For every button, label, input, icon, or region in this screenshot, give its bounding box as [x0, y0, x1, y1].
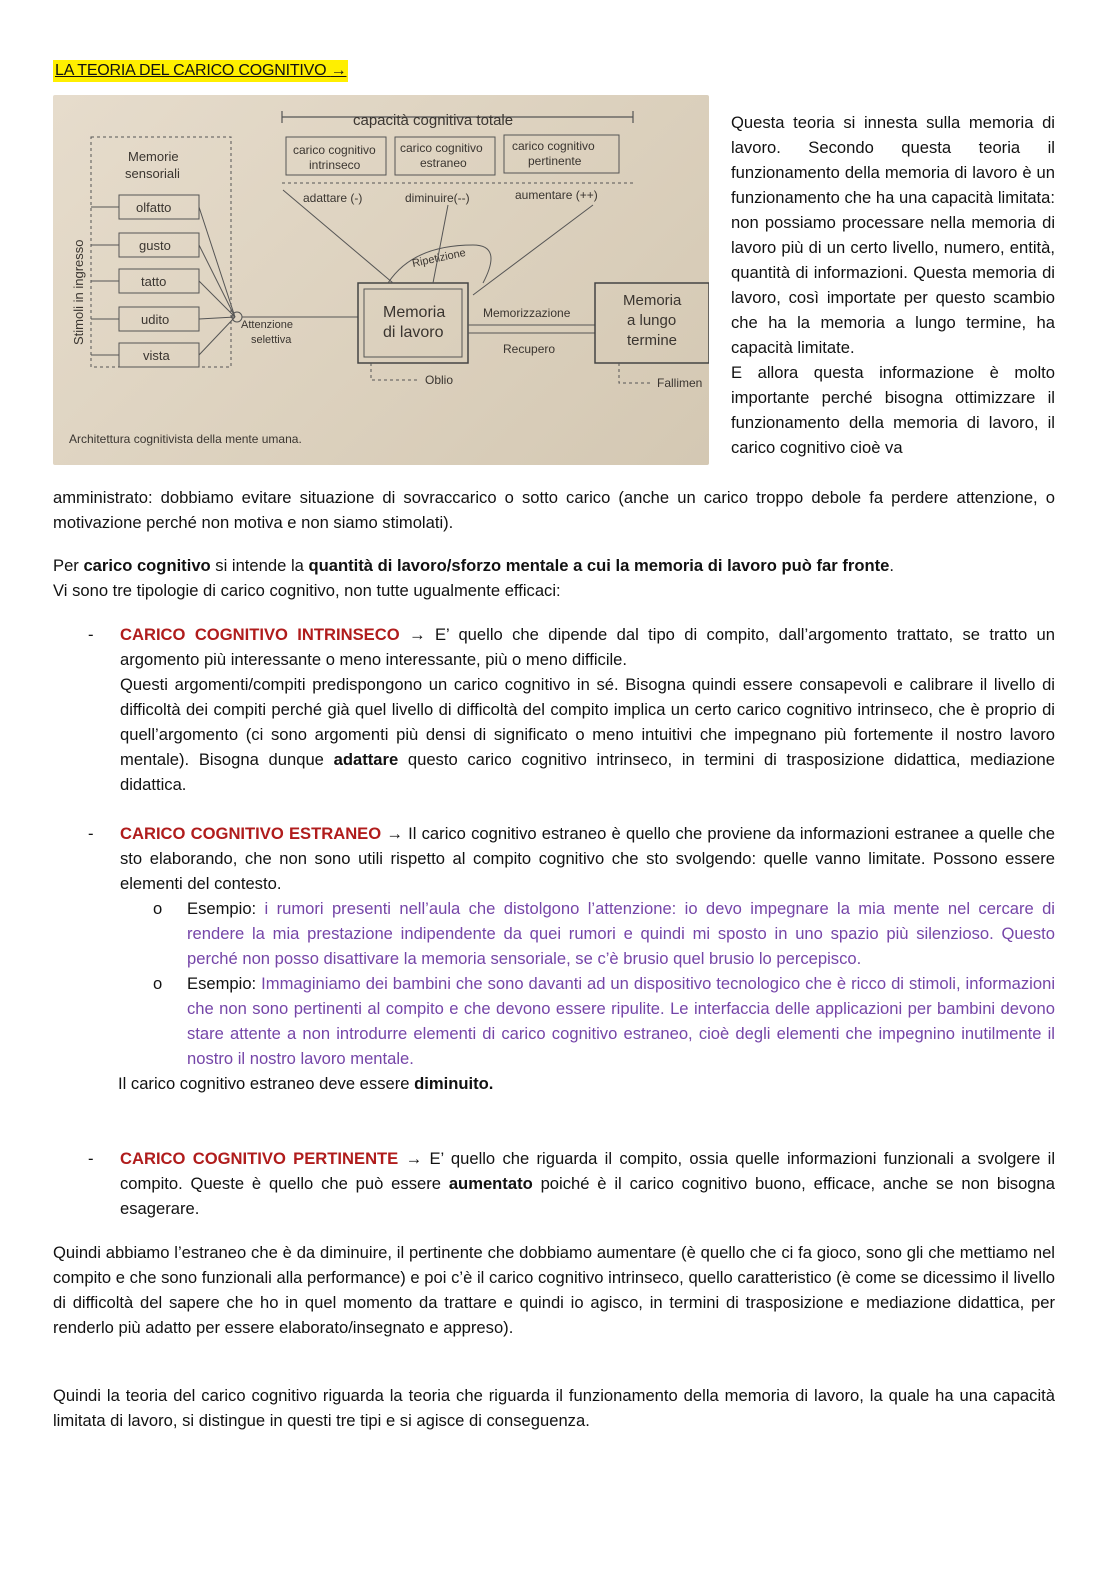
recupero-label: Recupero [503, 342, 556, 356]
bullet-icon: o [153, 899, 163, 918]
attenzione-label-2: selettiva [251, 334, 292, 346]
sense-udito: udito [141, 312, 170, 327]
example-label: Esempio: [187, 974, 262, 993]
lavoro-label: Memoria [383, 304, 446, 321]
conclusion-paragraph-1 [53, 1240, 1055, 1340]
intrinseco-text-2: Questi argomenti/compiti predispongono un carico cognitivo in sé. Bisogna quindi essere consapevoli e calibrare il livello di difficoltà dei compiti perché già quel livello di difficoltà del compito implica un certo carico cognitivo intrinseco, che è proprio di quell’argomento (ci sono argomenti più densi di significato o meno intuitivi che impegnano più fortemente il nostro lavoro mentale). Bisogna dunque [120, 675, 1055, 769]
title-text: LA TEORIA DEL CARICO COGNITIVO [55, 62, 327, 79]
diminuire-label: diminuire(--) [405, 191, 470, 205]
conclusion-paragraph-2 [53, 1383, 1055, 1433]
figure-caption: Architettura cognitivista della mente umana. [69, 432, 302, 446]
estraneo-text-1: Il carico cognitivo estraneo è quello che proviene da informazioni estranee a quelle che sto elaborando, che non sono utili rispetto al compito cognitivo che sto svolgendo: quelle vanno limitate. Possono essere elementi del contesto. [120, 824, 1055, 893]
adattare-label: adattare (-) [303, 191, 363, 205]
total-capacity-label: capacità cognitiva totale [353, 112, 514, 129]
pertinente-text-1: E’ quello che riguarda il compito, ossia quelle informazioni funzionali a svolgere il compito. Queste è quello che può essere [120, 1149, 1056, 1193]
conclusion-text-2: Quindi la teoria del carico cognitivo riguarda la teoria che riguarda il funzionamento della memoria di lavoro, la quale ha una capacità limitata di lavoro, si distingue in questi tre tipi e si agisce di conseguenza. [53, 1386, 1055, 1430]
lungo-label-3: termine [627, 332, 678, 349]
box-intrinseco-label: carico cognitivo [293, 143, 376, 157]
definition-paragraph [53, 553, 1055, 603]
sensory-title: Memorie [128, 149, 179, 164]
box-pertinente-label: carico cognitivo [512, 139, 595, 153]
example-1 [153, 896, 1055, 971]
cognitive-architecture-figure [53, 95, 709, 465]
arrow-icon: → [405, 1149, 423, 1168]
ripetizione-label: Ripetizione [411, 246, 467, 270]
memorizzazione-label: Memorizzazione [483, 306, 571, 320]
definition-term: carico cognitivo [83, 556, 211, 575]
definition-line2: Vi sono tre tipologie di carico cognitivo, non tutte ugualmente efficaci: [53, 581, 561, 600]
bullet-icon: o [153, 974, 163, 993]
list-dash: - [88, 1149, 94, 1168]
estraneo-closing-text: Il carico cognitivo estraneo deve essere [118, 1074, 415, 1093]
list-item-estraneo [53, 821, 1055, 1096]
estraneo-label: CARICO COGNITIVO ESTRANEO [120, 824, 382, 843]
stimoli-label: Stimoli in ingresso [71, 239, 86, 345]
arrow-icon: → [409, 625, 426, 644]
pertinente-bold: aumentato [448, 1174, 533, 1193]
aumentare-label: aumentare (++) [515, 188, 598, 202]
example-text: i rumori presenti nell’aula che distolgono l’attenzione: io devo impegnare la mia mente nel cercare di rendere la mia prestazione indipendente da quei rumori e quindi mi sposto in uno spazio più silenzioso. Questo perché non posso disattivare la memoria sensoriale, se c’è brusio quel brusio lo percepisco. [187, 899, 1055, 968]
list-item-intrinseco [53, 622, 1055, 797]
intro-text-2: E allora questa informazione è molto importante perché bisogna ottimizzare il funzionamento della memoria di lavoro, il carico cognitivo cioè va [731, 363, 1055, 457]
intro-text-3: amministrato: dobbiamo evitare situazione di sovraccarico o sotto carico (anche un carico troppo debole fa perdere attenzione, o motivazione perché non motiva e non siamo stimolati). [53, 488, 1055, 532]
intrinseco-text-3: questo carico cognitivo intrinseco, in termini di trasposizione didattica, mediazione didattica. [120, 750, 1056, 794]
list-dash: - [88, 824, 94, 843]
estraneo-closing-bold: diminuito. [414, 1074, 494, 1093]
definition-end: . [889, 556, 894, 575]
sense-olfatto: olfatto [136, 200, 172, 215]
definition-mid: si intende la [210, 556, 309, 575]
arrow-icon: → [330, 62, 347, 79]
intro-text-1: Questa teoria si innesta sulla memoria di lavoro. Secondo questa teoria il funzionamento della memoria di lavoro è un funzionamento che ha una capacità limitata: non possiamo processare nella memoria di lavoro più di un certo livello, numero, entità, quantità di informazioni. Questa memoria di lavoro, così importate per questo scambio che ha la memoria a lungo termine, ha capacità limitate. [731, 113, 1055, 357]
estraneo-closing [118, 1071, 1055, 1096]
attenzione-label: Attenzione [241, 319, 293, 331]
sense-tatto: tatto [141, 274, 167, 289]
example-2 [153, 971, 1056, 1071]
lavoro-label-2: di lavoro [383, 324, 444, 341]
sensory-title-2: sensoriali [125, 166, 180, 181]
example-text: Immaginiamo dei bambini che sono davanti ad un dispositivo tecnologico che è ricco di stimoli, informazioni che non sono pertinenti al compito e che devono essere ripulite. Le interfaccia delle applicazioni per bambini devono stare attente a non introdurre elementi di carico cognitivo estraneo, cioè degli elementi che impegnino inutilmente il nostro il nostro lavoro mentale. [187, 974, 1056, 1068]
arrow-icon: → [386, 824, 403, 843]
box-estraneo-label-2: estraneo [420, 156, 467, 170]
sense-vista: vista [143, 348, 170, 363]
box-pertinente-label-2: pertinente [528, 154, 582, 168]
diagram [53, 95, 709, 465]
intro-paragraph [731, 110, 1055, 460]
box-intrinseco-label-2: intrinseco [309, 158, 361, 172]
intrinseco-label: CARICO COGNITIVO INTRINSECO [120, 625, 400, 644]
definition-text: quantità di lavoro/sforzo mentale a cui la memoria di lavoro può far fronte [308, 556, 890, 575]
intro-paragraph-continued [53, 485, 1055, 535]
working-memory-box [358, 283, 468, 363]
definition-pre: Per [53, 556, 84, 575]
pertinente-text-2: poiché è il carico cognitivo buono, efficace, anche se non bisogna esagerare. [120, 1174, 1055, 1218]
example-label: Esempio: [187, 899, 265, 918]
fallimento-label: Fallimen [657, 376, 703, 390]
intrinseco-bold: adattare [333, 750, 399, 769]
intrinseco-text-1: E’ quello che dipende dal tipo di compito, dall’argomento trattato, se tratto un argomento più interessante o meno interessante, più o meno difficile. [120, 625, 1055, 669]
lungo-label: Memoria [623, 292, 682, 309]
box-estraneo-label: carico cognitivo [400, 141, 483, 155]
lungo-label-2: a lungo [627, 312, 677, 329]
list-item-pertinente [53, 1146, 1055, 1221]
conclusion-text-1: Quindi abbiamo l’estraneo che è da diminuire, il pertinente che dobbiamo aumentare (è quello che ci fa gioco, sono gli che mettiamo nel compito e che sono funzionali alla performance) e poi c’è il carico cognitivo intrinseco, quello caratteristico (è come se dicessimo il livello di difficoltà del sapere che ho in quel momento da trattare e quindi io agisco, in termini di trasposizione e mediazione didattica, per renderlo più adatto per essere elaborato/insegnato e appreso). [53, 1243, 1055, 1337]
list-dash: - [88, 625, 94, 644]
page-title [53, 60, 348, 82]
sense-gusto: gusto [139, 238, 171, 253]
pertinente-label: CARICO COGNITIVO PERTINENTE [120, 1149, 399, 1168]
oblio-label: Oblio [425, 373, 454, 387]
